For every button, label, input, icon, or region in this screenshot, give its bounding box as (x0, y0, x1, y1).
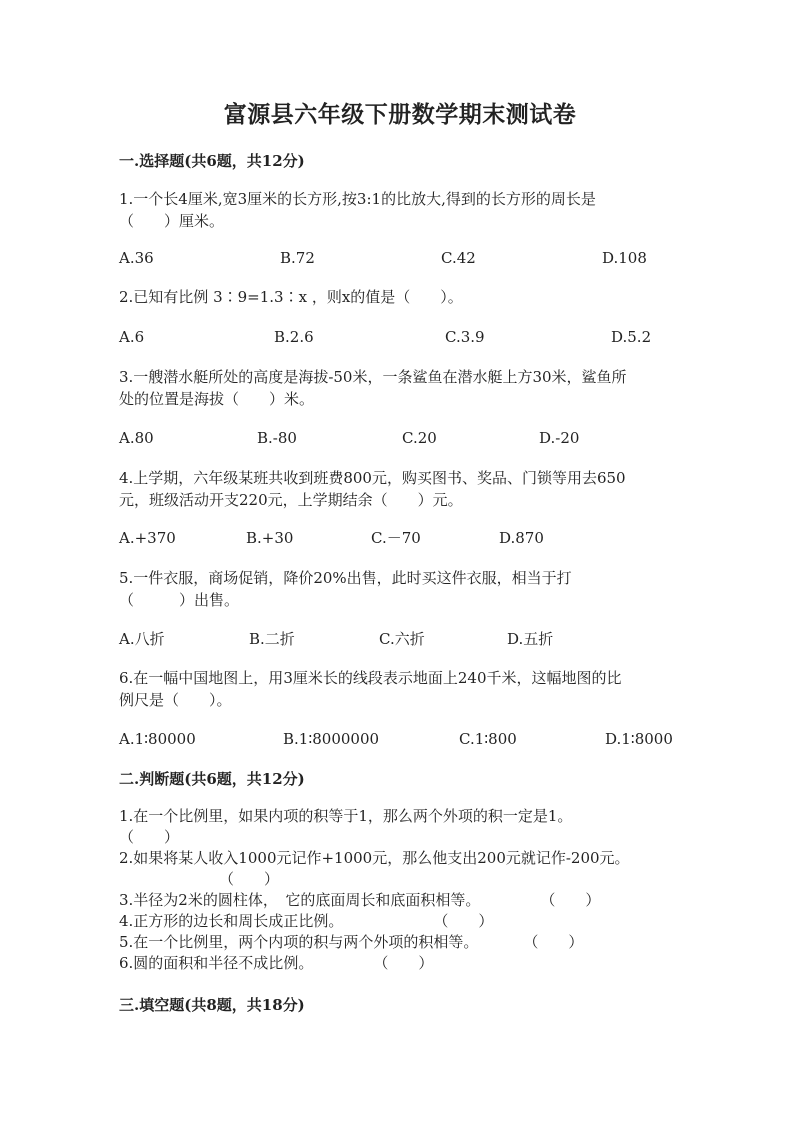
question-1-options (119, 247, 699, 269)
judge-question-6: 6.圆的面积和半径不成比例。 （ ） (119, 954, 434, 972)
option-d: D.5.2 (611, 328, 652, 346)
question-4-options (119, 527, 699, 549)
question-6-line-2: 例尺是（ ）。 (119, 691, 232, 709)
option-c: C.1∶800 (459, 730, 517, 748)
question-6-line-1: 6.在一幅中国地图上，用3厘米长的线段表示地面上240千米，这幅地图的比 (119, 669, 622, 687)
question-3-options (119, 427, 699, 449)
question-2-options (119, 326, 699, 348)
question-1-line-1: 1.一个长4厘米,宽3厘米的长方形,按3:1的比放大,得到的长方形的周长是 (119, 190, 596, 208)
section-heading-judge: 二.判断题(共6题，共12分) (119, 770, 305, 788)
option-a: A.八折 (119, 630, 165, 648)
option-a: A.1∶80000 (119, 730, 196, 748)
option-d: D.五折 (507, 630, 554, 648)
option-d: D.1∶8000 (605, 730, 673, 748)
judge-question-4: 4.正方形的边长和周长成正比例。 （ ） (119, 912, 494, 930)
judge-question-1: 1.在一个比例里，如果内项的积等于1，那么两个外项的积一定是1。 (119, 807, 573, 825)
option-b: B.72 (280, 249, 315, 267)
option-b: B.1∶8000000 (283, 730, 380, 748)
question-1-line-2: （ ）厘米。 (119, 212, 225, 230)
option-a: A.+370 (119, 529, 176, 547)
judge-question-2-blank: （ ） (219, 870, 280, 888)
option-b: B.-80 (257, 429, 297, 447)
section-heading-choice: 一.选择题(共6题，共12分) (119, 152, 305, 170)
option-d: D.-20 (539, 429, 580, 447)
judge-question-3: 3.半径为2米的圆柱体， 它的底面周长和底面积相等。 （ ） (119, 891, 601, 909)
question-6-options (119, 728, 699, 750)
option-b: B.二折 (249, 630, 295, 648)
judge-question-5: 5.在一个比例里，两个内项的积与两个外项的积相等。 （ ） (119, 933, 584, 951)
question-2-line-1: 2.已知有比例 3∶9=1.3∶x ，则x的值是（ ）。 (119, 288, 463, 306)
option-c: C.3.9 (445, 328, 485, 346)
section-heading-fill: 三.填空题(共8题，共18分) (119, 996, 305, 1014)
judge-question-1-blank: （ ） (119, 828, 180, 846)
option-a: A.80 (119, 429, 154, 447)
question-5-line-2: （ ）出售。 (119, 591, 240, 609)
option-c: C.42 (441, 249, 476, 267)
option-d: D.108 (602, 249, 647, 267)
question-3-line-1: 3.一艘潜水艇所处的高度是海拔-50米，一条鲨鱼在潜水艇上方30米，鲨鱼所 (119, 368, 627, 386)
question-3-line-2: 处的位置是海拔（ ）米。 (119, 390, 315, 408)
option-a: A.36 (119, 249, 154, 267)
page-title: 富源县六年级下册数学期末测试卷 (223, 101, 577, 128)
question-4-line-2: 元，班级活动开支220元，上学期结余（ ）元。 (119, 491, 463, 509)
option-b: B.2.6 (274, 328, 314, 346)
question-4-line-1: 4.上学期，六年级某班共收到班费800元，购买图书、奖品、门锁等用去650 (119, 469, 626, 487)
judge-question-2: 2.如果将某人收入1000元记作+1000元，那么他支出200元就记作-200元。 (119, 849, 630, 867)
option-d: D.870 (499, 529, 544, 547)
option-a: A.6 (119, 328, 145, 346)
option-c: C.－70 (371, 529, 421, 547)
question-5-line-1: 5.一件衣服，商场促销，降价20%出售，此时买这件衣服，相当于打 (119, 569, 572, 587)
option-c: C.20 (402, 429, 437, 447)
option-c: C.六折 (379, 630, 425, 648)
option-b: B.+30 (246, 529, 294, 547)
question-5-options (119, 628, 699, 650)
